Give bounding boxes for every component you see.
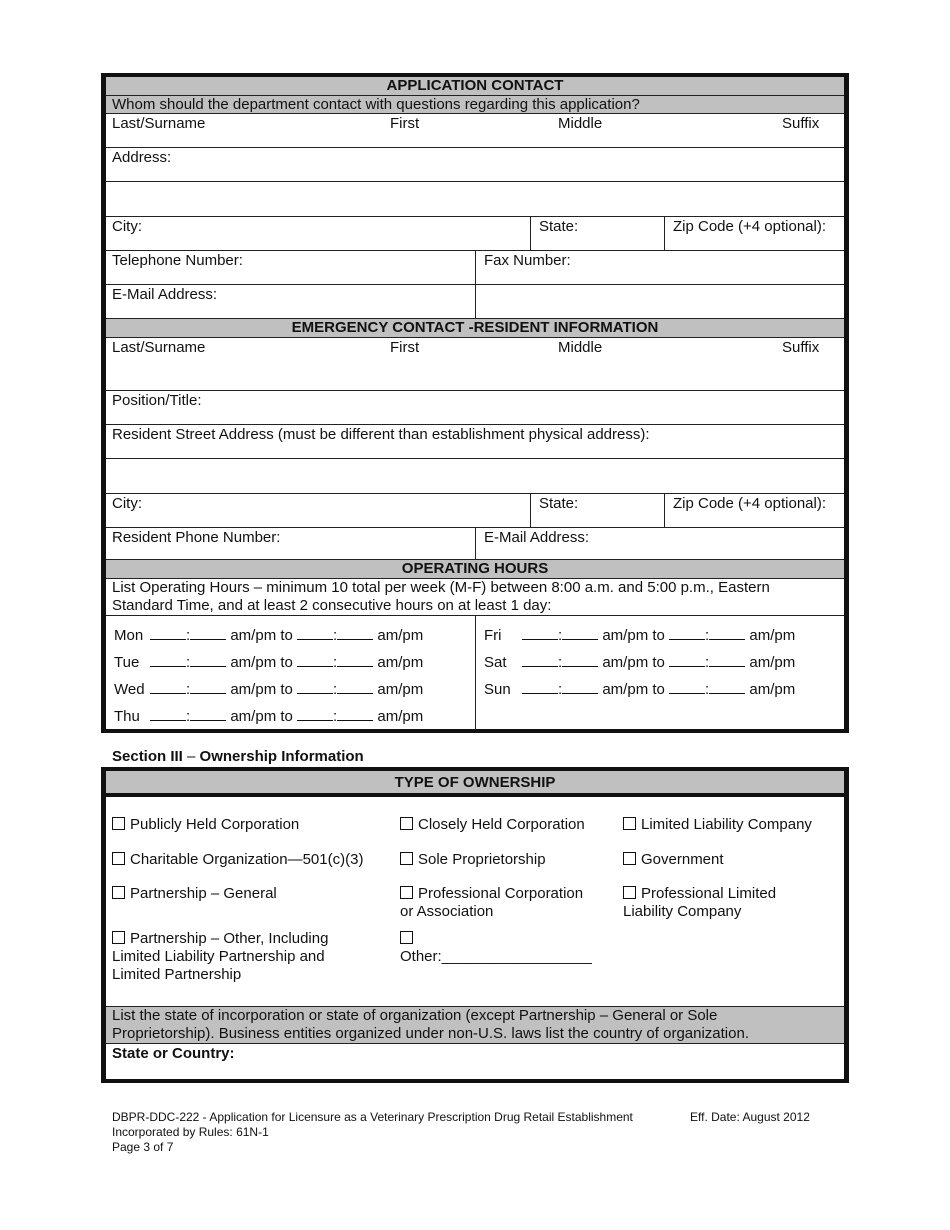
type-of-ownership-header xyxy=(106,771,844,797)
footer-eff-date: Eff. Date: August 2012 xyxy=(690,1110,810,1124)
operating-hours-instructions-line-1: List Operating Hours – minimum 10 total per week (M-F) between 8:00 a.m. and 5:00 p.m., Eastern xyxy=(112,579,770,596)
checkbox-icon[interactable] xyxy=(400,931,413,944)
colon-separator: : xyxy=(558,681,563,698)
footer-page-number: Page 3 of 7 xyxy=(112,1140,174,1154)
option-publicly-held-label: Publicly Held Corporation xyxy=(130,816,300,833)
option-sole-proprietorship[interactable] xyxy=(400,851,546,869)
emergency-city-label: City: xyxy=(112,495,142,512)
colon-separator: : xyxy=(705,681,710,698)
day-label: Tue xyxy=(114,654,140,671)
colon-separator: : xyxy=(333,708,338,725)
contact-form-box xyxy=(101,73,849,733)
hours-line xyxy=(114,680,423,698)
resident-email-cell[interactable] xyxy=(475,528,844,559)
resident-email-label: E-Mail Address: xyxy=(484,529,590,546)
hours-line xyxy=(114,707,423,725)
open-hour-input[interactable] xyxy=(150,680,186,694)
type-of-ownership-title: TYPE OF OWNERSHIP xyxy=(394,774,556,791)
colon-separator: : xyxy=(333,681,338,698)
option-partnership-other[interactable] xyxy=(112,930,328,984)
open-ampm-label: am/pm xyxy=(230,654,277,671)
state-cell[interactable] xyxy=(530,217,664,250)
colon-separator: : xyxy=(186,627,191,644)
close-hour-input[interactable] xyxy=(297,707,333,721)
emergency-last-name-label: Last/Surname xyxy=(112,339,206,356)
option-professional-corporation-label-1: Professional Corporation xyxy=(418,885,584,902)
address-row[interactable] xyxy=(106,148,844,182)
option-professional-llc-label-1: Professional Limited xyxy=(641,885,777,902)
fax-label: Fax Number: xyxy=(484,252,571,269)
emergency-middle-name-label: Middle xyxy=(558,339,603,356)
open-minute-input[interactable] xyxy=(562,653,598,667)
open-ampm-label: am/pm xyxy=(230,627,277,644)
position-row[interactable] xyxy=(106,391,844,425)
option-closely-held[interactable] xyxy=(400,816,585,834)
email-row xyxy=(106,285,844,319)
close-minute-input[interactable] xyxy=(337,680,373,694)
colon-separator: : xyxy=(558,627,563,644)
day-label: Wed xyxy=(114,681,145,698)
emergency-zip-cell[interactable] xyxy=(664,494,844,527)
address-line-2[interactable] xyxy=(106,182,844,217)
close-hour-input[interactable] xyxy=(669,626,705,640)
emergency-city-state-zip-row xyxy=(106,494,844,528)
phone-fax-row xyxy=(106,251,844,285)
close-minute-input[interactable] xyxy=(337,707,373,721)
ownership-box xyxy=(101,767,849,1083)
hours-line xyxy=(484,626,795,644)
close-ampm-label: am/pm xyxy=(749,627,796,644)
state-label: State: xyxy=(539,218,579,235)
state-instructions-line-2: Proprietorship). Business entities organized under non-U.S. laws list the country of organization. xyxy=(112,1025,749,1042)
day-label: Mon xyxy=(114,627,144,644)
close-minute-input[interactable] xyxy=(709,680,745,694)
open-ampm-label: am/pm xyxy=(230,708,277,725)
state-instructions-line-1: List the state of incorporation or state of organization (except Partnership – General or Sole xyxy=(112,1007,718,1024)
open-hour-input[interactable] xyxy=(522,626,558,640)
emergency-contact-header xyxy=(106,319,844,338)
close-hour-input[interactable] xyxy=(297,653,333,667)
to-label: to xyxy=(280,708,293,725)
colon-separator: : xyxy=(186,681,191,698)
checkbox-icon[interactable] xyxy=(400,852,413,865)
checkbox-icon[interactable] xyxy=(112,817,125,830)
to-label: to xyxy=(280,681,293,698)
close-ampm-label: am/pm xyxy=(377,627,424,644)
section-3-rest: Ownership Information xyxy=(199,748,364,765)
resident-address-label: Resident Street Address (must be different than establishment physical address): xyxy=(112,426,650,443)
close-minute-input[interactable] xyxy=(337,653,373,667)
option-government-label: Government xyxy=(641,851,724,868)
to-label: to xyxy=(652,681,665,698)
option-other[interactable] xyxy=(400,930,592,966)
checkbox-icon[interactable] xyxy=(112,886,125,899)
day-label: Sun xyxy=(484,681,511,698)
option-government[interactable] xyxy=(623,851,724,869)
operating-hours-instructions xyxy=(106,579,844,616)
application-contact-question: Whom should the department contact with questions regarding this application? xyxy=(112,96,640,113)
close-hour-input[interactable] xyxy=(297,626,333,640)
open-minute-input[interactable] xyxy=(562,680,598,694)
close-ampm-label: am/pm xyxy=(377,654,424,671)
hours-line xyxy=(484,680,795,698)
state-or-country-label: State or Country: xyxy=(112,1045,235,1062)
option-charitable[interactable] xyxy=(112,851,363,869)
hours-left-column xyxy=(106,616,475,730)
open-minute-input[interactable] xyxy=(190,680,226,694)
open-minute-input[interactable] xyxy=(190,626,226,640)
state-instructions-row xyxy=(106,1007,844,1044)
option-charitable-label: Charitable Organization—501(c)(3) xyxy=(130,851,364,868)
operating-hours-grid xyxy=(106,616,844,730)
open-hour-input[interactable] xyxy=(150,626,186,640)
section-3-dash: – xyxy=(182,748,200,765)
option-closely-held-label: Closely Held Corporation xyxy=(418,816,585,833)
first-name-label: First xyxy=(390,115,420,132)
colon-separator: : xyxy=(705,654,710,671)
emergency-suffix-label: Suffix xyxy=(782,339,820,356)
hours-line xyxy=(484,653,795,671)
zip-label: Zip Code (+4 optional): xyxy=(673,218,827,235)
option-partnership-other-label-1: Partnership – Other, Including xyxy=(130,930,329,947)
email-extra-cell[interactable] xyxy=(475,285,844,318)
application-contact-header xyxy=(106,77,844,96)
operating-hours-instructions-line-2: Standard Time, and at least 2 consecutive hours on at least 1 day: xyxy=(112,597,552,614)
hours-line xyxy=(114,653,423,671)
resident-phone-email-row xyxy=(106,528,844,560)
close-hour-input[interactable] xyxy=(669,653,705,667)
option-sole-proprietorship-label: Sole Proprietorship xyxy=(418,851,546,868)
application-contact-question-row xyxy=(106,96,844,114)
to-label: to xyxy=(280,627,293,644)
option-professional-llc[interactable] xyxy=(623,885,776,921)
option-professional-llc-label-2: Liability Company xyxy=(623,903,742,920)
section-3-prefix: Section III xyxy=(112,748,183,765)
section-3-title xyxy=(112,748,364,765)
checkbox-icon[interactable] xyxy=(112,852,125,865)
application-contact-title: APPLICATION CONTACT xyxy=(386,77,564,94)
hours-right-column xyxy=(475,616,844,730)
emergency-contact-title: EMERGENCY CONTACT -RESIDENT INFORMATION xyxy=(291,319,659,336)
open-hour-input[interactable] xyxy=(522,653,558,667)
email-label: E-Mail Address: xyxy=(112,286,218,303)
open-hour-input[interactable] xyxy=(150,653,186,667)
hours-line xyxy=(114,626,423,644)
middle-name-label: Middle xyxy=(558,115,603,132)
ownership-options xyxy=(106,797,844,1007)
option-llc[interactable] xyxy=(623,816,812,834)
open-minute-input[interactable] xyxy=(190,653,226,667)
open-ampm-label: am/pm xyxy=(602,654,649,671)
colon-separator: : xyxy=(333,654,338,671)
close-ampm-label: am/pm xyxy=(377,681,424,698)
open-minute-input[interactable] xyxy=(562,626,598,640)
resident-phone-label: Resident Phone Number: xyxy=(112,529,281,546)
emergency-name-row[interactable] xyxy=(106,338,844,391)
resident-address-row[interactable] xyxy=(106,425,844,459)
day-label: Sat xyxy=(484,654,507,671)
colon-separator: : xyxy=(333,627,338,644)
colon-separator: : xyxy=(186,708,191,725)
colon-separator: : xyxy=(186,654,191,671)
city-label: City: xyxy=(112,218,142,235)
open-ampm-label: am/pm xyxy=(602,681,649,698)
checkbox-icon[interactable] xyxy=(400,817,413,830)
checkbox-icon[interactable] xyxy=(623,817,636,830)
telephone-label: Telephone Number: xyxy=(112,252,243,269)
to-label: to xyxy=(652,627,665,644)
option-llc-label: Limited Liability Company xyxy=(641,816,812,833)
operating-hours-title: OPERATING HOURS xyxy=(401,560,549,577)
close-ampm-label: am/pm xyxy=(749,681,796,698)
footer-form-title: DBPR-DDC-222 - Application for Licensure as a Veterinary Prescription Drug Retail Establishment xyxy=(112,1110,633,1124)
open-minute-input[interactable] xyxy=(190,707,226,721)
emergency-state-cell[interactable] xyxy=(530,494,664,527)
emergency-first-name-label: First xyxy=(390,339,420,356)
position-label: Position/Title: xyxy=(112,392,202,409)
option-publicly-held[interactable] xyxy=(112,816,299,834)
option-partnership-other-label-3: Limited Partnership xyxy=(112,966,242,983)
address-label: Address: xyxy=(112,149,172,166)
option-partnership-general[interactable] xyxy=(112,885,277,903)
zip-cell[interactable] xyxy=(664,217,844,250)
option-professional-corporation[interactable] xyxy=(400,885,583,921)
close-minute-input[interactable] xyxy=(709,653,745,667)
emergency-state-label: State: xyxy=(539,495,579,512)
to-label: to xyxy=(280,654,293,671)
day-label: Fri xyxy=(484,627,502,644)
checkbox-icon[interactable] xyxy=(623,886,636,899)
day-label: Thu xyxy=(114,708,140,725)
close-hour-input[interactable] xyxy=(669,680,705,694)
application-contact-name-row[interactable] xyxy=(106,114,844,148)
footer-rules: Incorporated by Rules: 61N-1 xyxy=(112,1125,269,1139)
state-or-country-row[interactable] xyxy=(106,1044,844,1079)
close-ampm-label: am/pm xyxy=(749,654,796,671)
suffix-label: Suffix xyxy=(782,115,820,132)
option-other-label: Other:__________________ xyxy=(400,948,592,965)
colon-separator: : xyxy=(558,654,563,671)
close-hour-input[interactable] xyxy=(297,680,333,694)
close-minute-input[interactable] xyxy=(337,626,373,640)
colon-separator: : xyxy=(705,627,710,644)
checkbox-icon[interactable] xyxy=(400,886,413,899)
city-state-zip-row xyxy=(106,217,844,251)
last-name-label: Last/Surname xyxy=(112,115,206,132)
open-ampm-label: am/pm xyxy=(230,681,277,698)
operating-hours-header xyxy=(106,560,844,579)
option-professional-corporation-label-2: or Association xyxy=(400,903,494,920)
resident-address-line-2[interactable] xyxy=(106,459,844,494)
option-partnership-general-label: Partnership – General xyxy=(130,885,277,902)
open-hour-input[interactable] xyxy=(522,680,558,694)
checkbox-icon[interactable] xyxy=(112,931,125,944)
open-ampm-label: am/pm xyxy=(602,627,649,644)
to-label: to xyxy=(652,654,665,671)
open-hour-input[interactable] xyxy=(150,707,186,721)
option-partnership-other-label-2: Limited Liability Partnership and xyxy=(112,948,325,965)
checkbox-icon[interactable] xyxy=(623,852,636,865)
close-minute-input[interactable] xyxy=(709,626,745,640)
emergency-zip-label: Zip Code (+4 optional): xyxy=(673,495,827,512)
close-ampm-label: am/pm xyxy=(377,708,424,725)
fax-cell[interactable] xyxy=(475,251,844,284)
